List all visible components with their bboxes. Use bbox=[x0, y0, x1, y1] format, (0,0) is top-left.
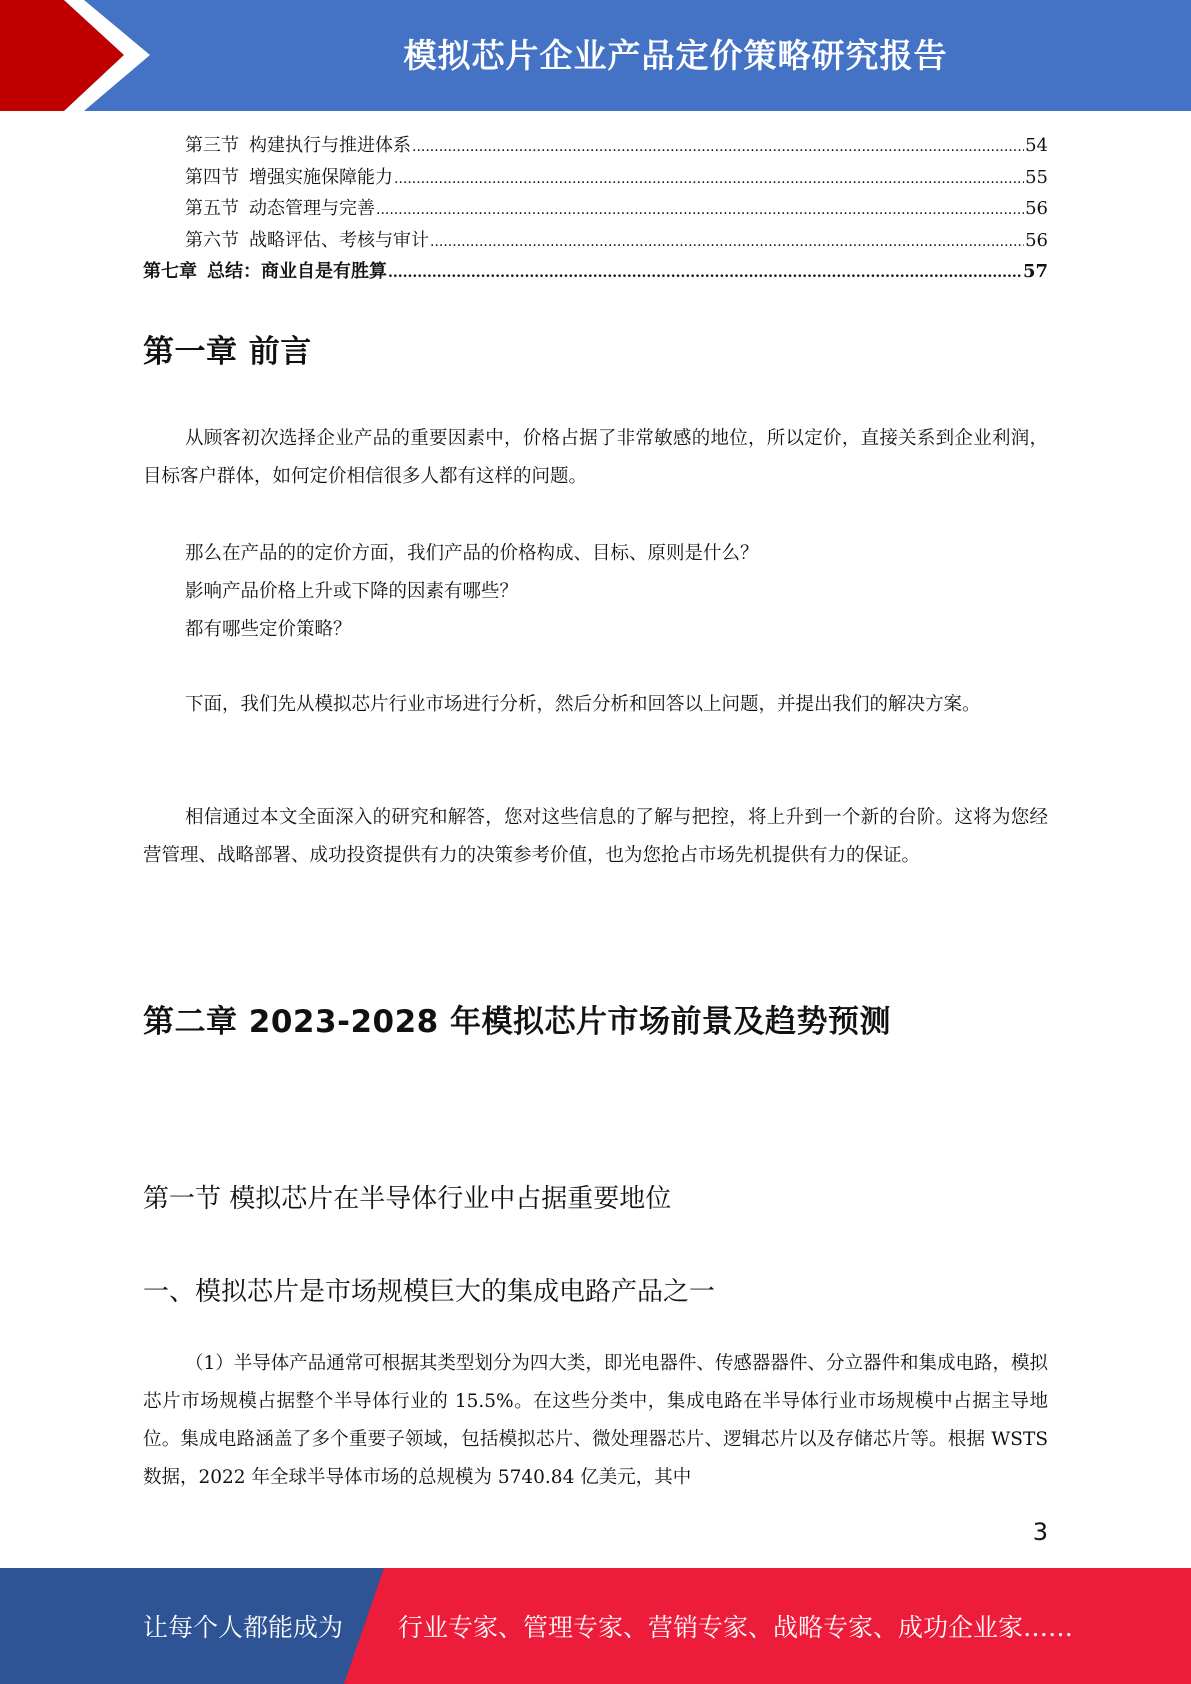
toc-leader-dots bbox=[388, 258, 1022, 290]
chapter-1-heading: 第一章 前言 bbox=[143, 334, 312, 370]
toc-title: 构建执行与推进体系 bbox=[249, 135, 411, 156]
section-heading: 第一节 模拟芯片在半导体行业中占据重要地位 bbox=[143, 1184, 672, 1214]
question-item: 都有哪些定价策略？ bbox=[185, 619, 352, 640]
footer-slogan-right: 行业专家、管理专家、营销专家、战略专家、成功企业家…… bbox=[398, 1613, 1074, 1642]
toc-entry[interactable] bbox=[143, 162, 1048, 194]
toc-leader-dots bbox=[412, 132, 1024, 164]
toc-title: 总结：商业自是有胜算 bbox=[207, 261, 387, 282]
toc-section-number: 第七章 bbox=[143, 261, 197, 282]
page-number: 3 bbox=[1032, 1518, 1048, 1546]
toc-leader-dots bbox=[376, 195, 1024, 227]
toc-entry[interactable] bbox=[143, 225, 1048, 257]
chapter-1-paragraph-2: 下面，我们先从模拟芯片行业市场进行分析，然后分析和回答以上问题，并提出我们的解决方案。 bbox=[185, 694, 981, 715]
subsection-heading: 一、模拟芯片是市场规模巨大的集成电路产品之一 bbox=[143, 1277, 716, 1307]
toc-page-number: 54 bbox=[1025, 135, 1048, 156]
report-title: 模拟芯片企业产品定价策略研究报告 bbox=[403, 35, 948, 75]
toc-section-number: 第六节 bbox=[185, 229, 239, 251]
toc-leader-dots bbox=[430, 227, 1024, 259]
toc-title: 动态管理与完善 bbox=[249, 198, 375, 219]
chevron-decoration-icon bbox=[0, 0, 160, 111]
footer-slogan-left: 让每个人都能成为 bbox=[143, 1613, 344, 1642]
chapter-1-paragraph-1: 从顾客初次选择企业产品的重要因素中，价格占据了非常敏感的地位，所以定价，直接关系到企业利润，目标客户群体，如何定价相信很多人都有这样的问题。 bbox=[143, 428, 1048, 487]
toc-page-number: 56 bbox=[1025, 229, 1048, 251]
toc-section-number: 第三节 bbox=[185, 135, 239, 156]
chapter-2-heading: 第二章 2023-2028 年模拟芯片市场前景及趋势预测 bbox=[143, 1004, 892, 1040]
toc-entry[interactable] bbox=[143, 130, 1048, 162]
toc-section-number: 第四节 bbox=[185, 166, 239, 188]
toc-page-number: 57 bbox=[1022, 261, 1048, 282]
chapter-2-paragraph-1: （1）半导体产品通常可根据其类型划分为四大类，即光电器件、传感器器件、分立器件和集成电路，模拟芯片市场规模占据整个半导体行业的 15.5%。在这些分类中，集成电路在半导体行业市场规模中占据主导地位。集成电路涵盖了多个重要子领域，包括模拟芯片、微处理器芯片、逻辑芯片以及存储芯片等。根据 WSTS 数据，2022 年全球半导体市场的总规模为 5740.84 亿美元，其中 bbox=[143, 1353, 1048, 1488]
table-of-contents bbox=[143, 130, 1048, 288]
report-footer bbox=[0, 1568, 1191, 1684]
toc-page-number: 56 bbox=[1025, 198, 1048, 219]
question-item: 那么在产品的的定价方面，我们产品的价格构成、目标、原则是什么？ bbox=[185, 543, 759, 564]
chapter-1-paragraph-3: 相信通过本文全面深入的研究和解答，您对这些信息的了解与把控，将上升到一个新的台阶。这将为您经营管理、战略部署、成功投资提供有力的决策参考价值，也为您抢占市场先机提供有力的保证。 bbox=[143, 807, 1048, 866]
toc-page-number: 55 bbox=[1025, 166, 1048, 188]
toc-leader-dots bbox=[394, 164, 1024, 196]
question-item: 影响产品价格上升或下降的因素有哪些？ bbox=[185, 581, 519, 602]
toc-entry-chapter[interactable] bbox=[143, 256, 1048, 288]
toc-title: 战略评估、考核与审计 bbox=[249, 229, 429, 251]
toc-entry[interactable] bbox=[143, 193, 1048, 225]
report-header bbox=[0, 0, 1191, 111]
toc-title: 增强实施保障能力 bbox=[249, 166, 393, 188]
toc-section-number: 第五节 bbox=[185, 198, 239, 219]
question-list bbox=[185, 535, 759, 649]
